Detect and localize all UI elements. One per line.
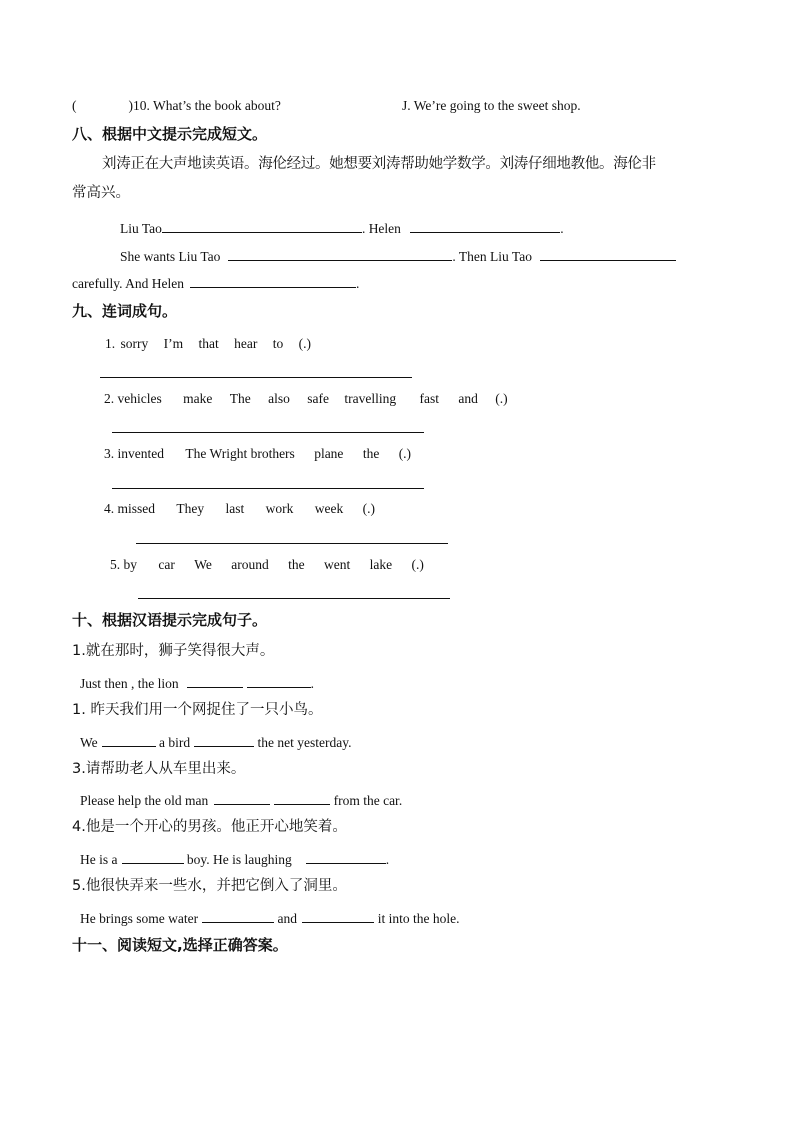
scrambled-word: also bbox=[268, 391, 290, 406]
scrambled-sentence-4 bbox=[104, 500, 375, 518]
scrambled-word: sorry bbox=[120, 336, 149, 351]
answer-text: He brings some water bbox=[80, 911, 199, 926]
scrambled-word: that bbox=[198, 336, 219, 351]
answer-blank[interactable] bbox=[162, 218, 362, 233]
answer-text: . bbox=[310, 676, 314, 691]
answer-text: . Helen bbox=[361, 221, 401, 236]
section-8-passage-line1: 刘涛正在大声地读英语。海伦经过。她想要刘涛帮助她学数学。刘涛仔细地教他。海伦非 bbox=[102, 156, 656, 172]
scrambled-sentence-3 bbox=[104, 445, 411, 463]
sec10-q5-english bbox=[80, 908, 459, 928]
sec10-q4-chinese: 4.他是一个开心的男孩。他正开心地笑着。 bbox=[72, 819, 347, 835]
sec10-q3-chinese: 3.请帮助老人从车里出来。 bbox=[72, 761, 246, 777]
answer-text: the net yesterday. bbox=[257, 735, 352, 750]
answer-blank[interactable] bbox=[190, 273, 356, 288]
scrambled-word: travelling bbox=[344, 391, 397, 406]
answer-blank[interactable] bbox=[187, 673, 243, 688]
scrambled-word: I’m bbox=[163, 336, 184, 351]
scrambled-word: 1. bbox=[105, 336, 116, 351]
answer-text: . Then Liu Tao bbox=[452, 249, 532, 264]
scrambled-word: vehicles bbox=[117, 391, 162, 406]
sec10-q4-english bbox=[80, 849, 389, 869]
answer-blank[interactable] bbox=[202, 908, 274, 923]
scrambled-word: week bbox=[314, 501, 344, 516]
scrambled-sentence-1 bbox=[105, 335, 311, 353]
scrambled-word: The Wright brothers bbox=[185, 446, 295, 461]
scrambled-word: (.) bbox=[362, 501, 375, 516]
scrambled-word: 5. bbox=[110, 557, 121, 572]
answer-blank[interactable] bbox=[194, 732, 254, 747]
answer-blank[interactable] bbox=[274, 790, 330, 805]
scrambled-word: 4. bbox=[104, 501, 115, 516]
answer-blank[interactable] bbox=[302, 908, 374, 923]
answer-text: and bbox=[277, 911, 297, 926]
scrambled-word: car bbox=[158, 557, 175, 572]
answer-text: Please help the old man bbox=[80, 793, 209, 808]
section-8-passage-line2: 常高兴。 bbox=[72, 185, 130, 201]
q10-question: )10. What’s the book about? bbox=[128, 98, 281, 113]
answer-blank[interactable] bbox=[247, 673, 311, 688]
scrambled-word: lake bbox=[369, 557, 393, 572]
answer-text: a bird bbox=[159, 735, 191, 750]
answer-line-2[interactable] bbox=[112, 432, 424, 433]
answer-blank[interactable] bbox=[540, 246, 676, 261]
scrambled-word: (.) bbox=[411, 557, 424, 572]
scrambled-word: and bbox=[458, 391, 478, 406]
sec10-q1-chinese: 1.就在那时，狮子笑得很大声。 bbox=[72, 643, 275, 659]
scrambled-word: 3. bbox=[104, 446, 115, 461]
scrambled-word: (.) bbox=[398, 446, 412, 461]
answer-text: We bbox=[80, 735, 98, 750]
answer-blank[interactable] bbox=[122, 849, 184, 864]
answer-text: Liu Tao bbox=[120, 221, 162, 236]
scrambled-word: (.) bbox=[298, 336, 311, 351]
answer-blank[interactable] bbox=[102, 732, 156, 747]
section-8-answer-line1 bbox=[120, 218, 564, 238]
q10-option-j: J. We’re going to the sweet shop. bbox=[402, 98, 581, 113]
scrambled-word: (.) bbox=[495, 391, 508, 406]
scrambled-word: The bbox=[229, 391, 251, 406]
answer-line-5[interactable] bbox=[138, 598, 450, 599]
scrambled-word: work bbox=[265, 501, 294, 516]
answer-text: it into the hole. bbox=[377, 911, 460, 926]
answer-line-4[interactable] bbox=[136, 543, 448, 544]
scrambled-word: hear bbox=[234, 336, 258, 351]
scrambled-word: make bbox=[183, 391, 213, 406]
answer-text: Just then , the lion bbox=[80, 676, 179, 691]
scrambled-word: invented bbox=[117, 446, 164, 461]
scrambled-word: the bbox=[288, 557, 305, 572]
scrambled-word: plane bbox=[314, 446, 344, 461]
answer-blank[interactable] bbox=[214, 790, 270, 805]
scrambled-sentence-2 bbox=[104, 390, 508, 408]
answer-line-3[interactable] bbox=[112, 488, 424, 489]
section-8-heading: 八、根据中文提示完成短文。 bbox=[72, 125, 268, 143]
answer-text: He is a bbox=[80, 852, 118, 867]
scrambled-word: around bbox=[231, 557, 269, 572]
scrambled-word: went bbox=[324, 557, 351, 572]
answer-text: . bbox=[355, 276, 360, 291]
section-9-heading: 九、连词成句。 bbox=[72, 302, 178, 320]
sec10-q2-english bbox=[80, 732, 352, 752]
answer-blank[interactable] bbox=[306, 849, 386, 864]
sec10-q1-english bbox=[80, 673, 314, 693]
answer-text: She wants Liu Tao bbox=[120, 249, 221, 264]
section-8-answer-line2 bbox=[120, 246, 676, 266]
scrambled-sentence-5 bbox=[110, 556, 424, 574]
answer-text: carefully. And Helen bbox=[72, 276, 184, 291]
scrambled-word: fast bbox=[419, 391, 439, 406]
sec10-q5-chinese: 5.他很快弄来一些水，并把它倒入了洞里。 bbox=[72, 878, 347, 894]
section-10-heading: 十、根据汉语提示完成句子。 bbox=[72, 611, 268, 629]
sec10-q2-chinese: 1. 昨天我们用一个网捉住了一只小鸟。 bbox=[72, 702, 323, 718]
scrambled-word: 2. bbox=[104, 391, 115, 406]
q10-open-paren: ( bbox=[72, 98, 77, 113]
answer-blank[interactable] bbox=[228, 246, 452, 261]
scrambled-word: by bbox=[123, 557, 137, 572]
scrambled-word: last bbox=[225, 501, 245, 516]
answer-line-1[interactable] bbox=[100, 377, 412, 378]
answer-text: . bbox=[385, 852, 390, 867]
answer-blank[interactable] bbox=[410, 218, 560, 233]
scrambled-word: safe bbox=[307, 391, 329, 406]
scrambled-word: They bbox=[176, 501, 205, 516]
scrambled-word: We bbox=[194, 557, 212, 572]
answer-text: . bbox=[560, 221, 564, 236]
scrambled-word: missed bbox=[117, 501, 156, 516]
scrambled-word: to bbox=[272, 336, 284, 351]
sec10-q3-english bbox=[80, 790, 402, 810]
scrambled-word: the bbox=[362, 446, 380, 461]
section-8-answer-line3 bbox=[72, 273, 359, 293]
section-11-heading: 十一、阅读短文,选择正确答案。 bbox=[72, 936, 288, 954]
answer-text: boy. He is laughing bbox=[186, 852, 292, 867]
answer-text: from the car. bbox=[333, 793, 403, 808]
q10-line bbox=[72, 97, 281, 115]
